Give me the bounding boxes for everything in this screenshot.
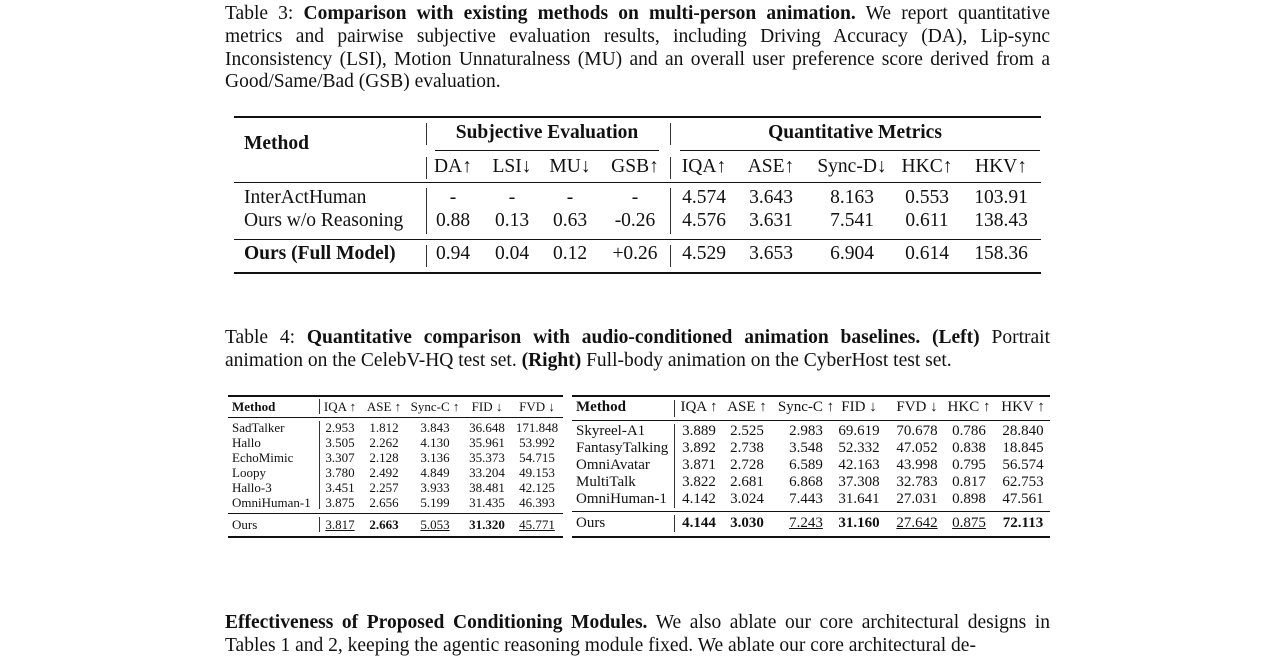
table4-right-text: Full-body animation on the CyberHost test set. <box>586 349 952 371</box>
table-cell: 2.257 <box>369 480 399 495</box>
column-header: IQA ↑ <box>323 399 357 414</box>
vbar-ours <box>674 515 675 532</box>
table4-title: Quantitative comparison with audio-conditioned animation baselines. <box>306 327 921 348</box>
table-cell: 6.904 <box>830 243 874 264</box>
table-cell: 3.875 <box>325 495 355 510</box>
paragraph <box>225 612 1050 658</box>
table-cell: 3.843 <box>420 420 450 435</box>
table-cell: 2.128 <box>369 450 399 465</box>
table-cell: 27.031 <box>896 491 938 507</box>
table-cell: 0.875 <box>952 515 986 531</box>
table-cell: 62.753 <box>1002 474 1044 490</box>
table-cell: 32.783 <box>896 474 938 490</box>
table-cell: 0.786 <box>952 423 986 439</box>
table-cell: 42.125 <box>519 480 555 495</box>
table3-label: Table 3: <box>225 3 294 24</box>
table-cell: 4.529 <box>682 243 726 264</box>
table-cell: 3.136 <box>420 450 450 465</box>
table-cell: 33.204 <box>469 465 505 480</box>
subjective-header: Subjective Evaluation <box>455 122 639 143</box>
vbar-2-sub <box>670 157 671 179</box>
table-cell: 4.574 <box>682 187 726 208</box>
table-cell: - <box>566 187 574 208</box>
method-name: Ours <box>576 515 606 531</box>
method-name: Skyreel-A1 <box>576 423 646 439</box>
table-cell: 49.153 <box>519 465 555 480</box>
table-cell: 47.561 <box>1002 491 1044 507</box>
mid-rule <box>228 513 563 514</box>
table4-right-tag: (Right) <box>521 349 582 371</box>
table-cell: 8.163 <box>830 187 874 208</box>
table3 <box>234 116 1041 274</box>
table-cell: 7.443 <box>789 491 823 507</box>
column-header: FID ↓ <box>471 399 503 414</box>
table-cell: 3.933 <box>420 480 450 495</box>
table-cell: 45.771 <box>519 517 555 532</box>
table-cell: 47.052 <box>896 440 938 456</box>
column-header: IQA↑ <box>681 156 727 177</box>
table-cell: - <box>631 187 639 208</box>
column-header: HKC ↑ <box>947 399 991 415</box>
table-cell: 69.619 <box>838 423 880 439</box>
method-name: Ours w/o Reasoning <box>244 210 404 231</box>
table-cell: 0.898 <box>952 491 986 507</box>
table-cell: 1.812 <box>369 420 399 435</box>
table-cell: 2.738 <box>730 440 764 456</box>
table-cell: 5.053 <box>420 517 450 532</box>
quantitative-cmidrule <box>680 150 1040 151</box>
column-header: HKV↑ <box>975 156 1027 177</box>
bottom-rule <box>572 536 1050 538</box>
vbar-head <box>674 400 675 417</box>
bottom-rule <box>234 272 1041 274</box>
table-cell: 0.88 <box>435 210 471 231</box>
method-name: OmniAvatar <box>576 457 650 473</box>
table-cell: 4.849 <box>420 465 450 480</box>
table-cell: 4.130 <box>420 435 450 450</box>
table-cell: 27.642 <box>896 515 938 531</box>
table-cell: 2.492 <box>369 465 399 480</box>
vbar-1-head <box>426 123 427 145</box>
table-cell: 0.614 <box>905 243 949 264</box>
bottom-rule <box>228 536 563 538</box>
column-header: HKC↑ <box>901 156 953 177</box>
vbar-1-sub <box>426 157 427 179</box>
column-header: HKV ↑ <box>1001 399 1045 415</box>
vbar-body <box>319 421 320 509</box>
table-cell: 2.953 <box>325 420 355 435</box>
table-cell: 54.715 <box>519 450 555 465</box>
table-cell: 3.892 <box>682 440 716 456</box>
table-cell: 31.320 <box>469 517 505 532</box>
method-name: Hallo <box>232 435 261 450</box>
table-cell: 6.868 <box>789 474 823 490</box>
table-cell: 2.262 <box>369 435 399 450</box>
column-header: Sync-D↓ <box>817 156 887 177</box>
table-cell: 171.848 <box>515 420 559 435</box>
table-cell: 3.631 <box>749 210 793 231</box>
column-header: Sync-C ↑ <box>410 399 460 414</box>
vbar-1-body <box>426 188 427 234</box>
table-cell: 4.576 <box>682 210 726 231</box>
table-cell: 31.160 <box>838 515 880 531</box>
table-cell: 4.144 <box>682 515 716 531</box>
table-cell: 35.961 <box>469 435 505 450</box>
quantitative-header: Quantitative Metrics <box>768 122 942 143</box>
table4-left-tag: (Left) <box>932 327 980 348</box>
subjective-cmidrule <box>435 150 659 151</box>
table-cell: 0.838 <box>952 440 986 456</box>
table-cell: 36.648 <box>469 420 505 435</box>
table-cell: 3.653 <box>749 243 793 264</box>
table-cell: 18.845 <box>1002 440 1044 456</box>
table-cell: 0.94 <box>435 243 471 264</box>
column-header: DA↑ <box>434 156 472 177</box>
table-cell: 56.574 <box>1002 457 1044 473</box>
top-rule <box>234 116 1041 118</box>
method-name: OmniHuman-1 <box>232 495 311 510</box>
table-cell: 3.822 <box>682 474 716 490</box>
column-header: ASE↑ <box>747 156 795 177</box>
column-header: LSI↓ <box>492 156 532 177</box>
table-cell: 3.871 <box>682 457 716 473</box>
table-cell: 158.36 <box>974 243 1028 264</box>
table-cell: 2.525 <box>730 423 764 439</box>
method-name: SadTalker <box>232 420 285 435</box>
table4-label: Table 4: <box>225 327 296 348</box>
table-cell: 103.91 <box>974 187 1028 208</box>
table-cell: 0.817 <box>952 474 986 490</box>
table4-left <box>228 395 563 538</box>
table-cell: 3.024 <box>730 491 764 507</box>
method-name: Hallo-3 <box>232 480 272 495</box>
table-cell: 28.840 <box>1002 423 1044 439</box>
table-cell: 3.030 <box>730 515 764 531</box>
table-cell: 4.142 <box>682 491 716 507</box>
vbar-2-ours <box>670 245 671 267</box>
method-name: InterActHuman <box>244 187 367 208</box>
table-cell: 7.243 <box>789 515 823 531</box>
table-cell: 3.307 <box>325 450 355 465</box>
method-name: FantasyTalking <box>576 440 669 456</box>
table-cell: - <box>508 187 516 208</box>
top-rule <box>572 395 1050 397</box>
vbar-head <box>319 399 320 414</box>
paragraph-body: We also ablate our core architectural designs in Tables 1 and 2, keeping the agentic reasoning module fixed. We ablate our core architectural de- <box>225 612 1050 656</box>
column-header: FVD ↓ <box>519 399 555 414</box>
table-cell: 70.678 <box>896 423 938 439</box>
table-cell: 3.889 <box>682 423 716 439</box>
column-header: Sync-C ↑ <box>777 399 835 415</box>
column-header: FVD ↓ <box>896 399 938 415</box>
table-cell: 43.998 <box>896 457 938 473</box>
table-cell: 31.435 <box>469 495 505 510</box>
table-cell: 31.641 <box>838 491 880 507</box>
table-cell: 52.332 <box>838 440 880 456</box>
table-cell: 0.795 <box>952 457 986 473</box>
table-cell: 5.199 <box>420 495 450 510</box>
column-header: Method <box>576 399 626 415</box>
table-cell: 3.817 <box>325 517 355 532</box>
table-cell: 138.43 <box>974 210 1028 231</box>
top-rule <box>228 395 563 397</box>
table-cell: 0.63 <box>552 210 588 231</box>
method-name: OmniHuman-1 <box>576 491 667 507</box>
mid-rule <box>234 239 1041 240</box>
header-rule <box>572 420 1050 421</box>
table-cell: 3.548 <box>789 440 823 456</box>
column-header: IQA ↑ <box>680 399 718 415</box>
mid-rule <box>572 511 1050 512</box>
table-cell: 0.04 <box>494 243 530 264</box>
table3-caption-body: We report quantitative metrics and pairwise subjective evaluation results, including Driving Accuracy (DA), Lip-sync Inconsistency (LSI), Motion Unnaturalness (MU) and an overall user preference score derived from a Good/Same/Bad (GSB) evaluation. <box>225 3 1050 93</box>
table-cell: - <box>449 187 457 208</box>
table-cell: 0.553 <box>905 187 949 208</box>
table-cell: 0.611 <box>905 210 949 231</box>
table4-left-text: Portrait animation on the CelebV-HQ test set. <box>225 327 1050 371</box>
table-cell: 72.113 <box>1002 515 1044 531</box>
vbar-2-head <box>670 123 671 145</box>
table-cell: 42.163 <box>838 457 880 473</box>
table-cell: 2.983 <box>789 423 823 439</box>
table-cell: 38.481 <box>469 480 505 495</box>
table-cell: 2.728 <box>730 457 764 473</box>
table-cell: 0.12 <box>552 243 588 264</box>
table-cell: 3.780 <box>325 465 355 480</box>
table3-title: Comparison with existing methods on multi-person animation. <box>303 3 856 24</box>
paragraph-title: Effectiveness of Proposed Conditioning Modules. <box>225 612 648 633</box>
header-rule <box>234 182 1041 183</box>
column-header: Method <box>232 399 276 414</box>
table-cell: 3.505 <box>325 435 355 450</box>
table-cell: 35.373 <box>469 450 505 465</box>
method-name: EchoMimic <box>232 450 294 465</box>
column-header: GSB↑ <box>611 156 659 177</box>
table-cell: +0.26 <box>612 243 658 264</box>
table-cell: 3.643 <box>749 187 793 208</box>
table4-right <box>572 395 1050 538</box>
column-header: ASE ↑ <box>366 399 402 414</box>
table-cell: 37.308 <box>838 474 880 490</box>
vbar-1-ours <box>426 245 427 267</box>
table4-caption <box>225 327 1050 373</box>
table-cell: 2.663 <box>369 517 399 532</box>
column-header: FID ↓ <box>841 399 877 415</box>
vbar-ours <box>319 517 320 532</box>
method-name: MultiTalk <box>576 474 636 490</box>
vbar-body <box>674 424 675 508</box>
table-cell: 46.393 <box>519 495 555 510</box>
vbar-2-body <box>670 188 671 234</box>
method-header: Method <box>244 133 309 154</box>
table-cell: 2.681 <box>730 474 764 490</box>
table3-caption <box>225 3 1050 94</box>
table-cell: 6.589 <box>789 457 823 473</box>
table-cell: 7.541 <box>830 210 874 231</box>
table-cell: 0.13 <box>494 210 530 231</box>
column-header: MU↓ <box>549 156 591 177</box>
header-rule <box>228 417 563 418</box>
table-cell: 2.656 <box>369 495 399 510</box>
method-name: Loopy <box>232 465 266 480</box>
table-cell: 53.992 <box>519 435 555 450</box>
table-cell: -0.26 <box>614 210 656 231</box>
column-header: ASE ↑ <box>727 399 767 415</box>
method-name: Ours (Full Model) <box>244 243 396 264</box>
method-name: Ours <box>232 517 258 532</box>
table-cell: 3.451 <box>325 480 355 495</box>
